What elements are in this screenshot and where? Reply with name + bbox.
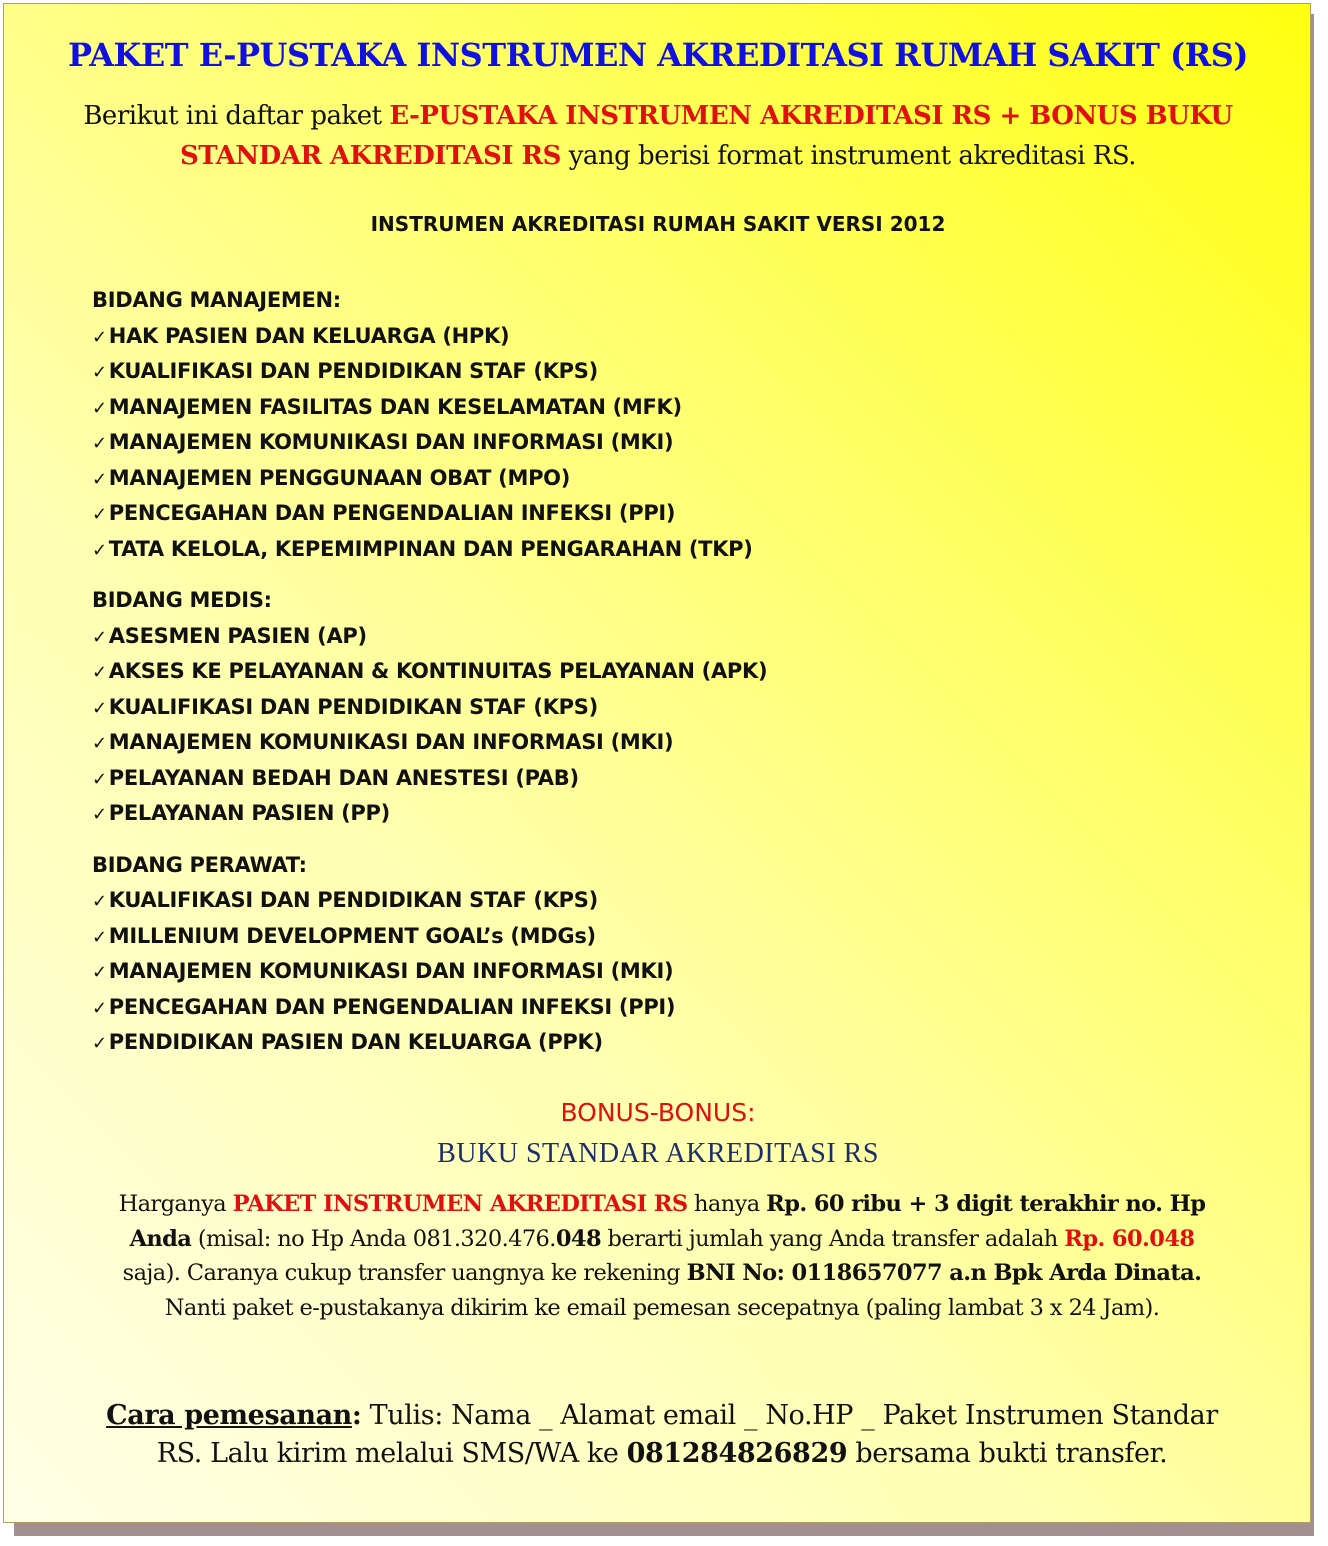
list-item — [92, 886, 767, 922]
list-item — [92, 728, 767, 764]
page-title: PAKET E-PUSTAKA INSTRUMEN AKREDITASI RUMAH SAKIT (RS) — [67, 36, 1248, 74]
checkmark-icon: ✓ — [92, 962, 107, 983]
list-item — [92, 957, 767, 993]
list-item — [92, 428, 767, 464]
price-text: saja). Caranya cukup transfer uangnya ke rekening — [122, 1260, 687, 1286]
list-item — [92, 922, 767, 958]
price-amount: Rp. 60 ribu + 3 digit terakhir no. Hp Anda — [129, 1191, 1206, 1252]
checkmark-icon: ✓ — [92, 768, 107, 790]
price-text: Harganya — [118, 1191, 233, 1217]
order-label: Cara pemesanan — [106, 1400, 352, 1431]
list-group — [92, 851, 767, 1064]
list-item — [92, 1028, 767, 1064]
checkmark-icon: ✓ — [92, 926, 107, 948]
price-package-name: PAKET INSTRUMEN AKREDITASI RS — [232, 1191, 688, 1217]
list-item-label: PENDIDIKAN PASIEN DAN KELUARGA (PPK) — [108, 1030, 603, 1054]
list-item-label: ASESMEN PASIEN (AP) — [108, 623, 367, 648]
list-group — [92, 586, 767, 835]
order-colon: : — [351, 1400, 362, 1431]
list-item-label: MANAJEMEN KOMUNIKASI DAN INFORMASI (MKI) — [108, 430, 674, 454]
checkmark-icon: ✓ — [92, 397, 107, 419]
group-title: BIDANG MANAJEMEN: — [92, 288, 341, 312]
list-item-label: AKSES KE PELAYANAN & KONTINUITAS PELAYANAN (APK) — [108, 659, 768, 683]
checkmark-icon: ✓ — [92, 468, 107, 490]
checkmark-icon: ✓ — [92, 733, 107, 754]
checkmark-icon: ✓ — [92, 697, 107, 719]
list-item-label: MANAJEMEN PENGGUNAAN OBAT (MPO) — [108, 465, 571, 490]
intro-text: Berikut ini daftar paket — [83, 101, 390, 131]
list-item-label: KUALIFIKASI DAN PENDIDIKAN STAF (KPS) — [108, 359, 598, 383]
checkmark-icon: ✓ — [92, 997, 107, 1019]
price-example-total: Rp. 60.048 — [1064, 1225, 1195, 1252]
price-example-digits: 048 — [555, 1225, 601, 1252]
bonus-book-title: BUKU STANDAR AKREDITASI RS — [437, 1138, 879, 1169]
list-item-label: PENCEGAHAN DAN PENGENDALIAN INFEKSI (PPI) — [108, 501, 676, 525]
checkmark-icon: ✓ — [92, 662, 107, 683]
list-item — [92, 993, 767, 1029]
checkmark-icon: ✓ — [92, 1033, 107, 1054]
order-paragraph — [99, 1397, 1225, 1473]
list-item-label: PELAYANAN BEDAH DAN ANESTESI (PAB) — [108, 765, 579, 790]
list-item-label: PENCEGAHAN DAN PENGENDALIAN INFEKSI (PPI) — [108, 994, 676, 1019]
list-item — [92, 499, 767, 535]
list-item — [92, 322, 767, 358]
checkmark-icon: ✓ — [92, 504, 107, 525]
list-item — [92, 799, 767, 835]
price-text: berarti jumlah yang Anda transfer adalah — [601, 1225, 1065, 1252]
list-item-label: MANAJEMEN KOMUNIKASI DAN INFORMASI (MKI) — [108, 730, 674, 754]
list-item-label: MANAJEMEN KOMUNIKASI DAN INFORMASI (MKI) — [108, 959, 674, 983]
checkmark-icon: ✓ — [92, 362, 107, 383]
list-item-label: MILLENIUM DEVELOPMENT GOAL’s (MDGs) — [108, 923, 596, 948]
checkmark-icon: ✓ — [92, 326, 107, 348]
checkmark-icon: ✓ — [92, 539, 107, 561]
list-item-label: TATA KELOLA, KEPEMIMPINAN DAN PENGARAHAN (TKP) — [108, 536, 753, 561]
list-item-label: PELAYANAN PASIEN (PP) — [108, 801, 390, 825]
list-group — [92, 286, 767, 570]
checkmark-icon: ✓ — [92, 433, 107, 454]
price-text: hanya — [687, 1191, 767, 1217]
list-item — [92, 535, 767, 571]
section-subheading: INSTRUMEN AKREDITASI RUMAH SAKIT VERSI 2012 — [370, 212, 946, 236]
bank-account: BNI No: 0118657077 a.n Bpk Arda Dinata. — [686, 1260, 1202, 1286]
group-title: BIDANG MEDIS: — [92, 588, 272, 612]
list-item-label: HAK PASIEN DAN KELUARGA (HPK) — [108, 323, 510, 348]
order-phone: 081284826829 — [626, 1438, 848, 1469]
price-paragraph — [99, 1187, 1225, 1325]
flyer-card — [3, 3, 1311, 1523]
list-item — [92, 764, 767, 800]
intro-highlight: E-PUSTAKA INSTRUMEN AKREDITASI RS + BONUS BUKU STANDAR AKREDITASI RS — [180, 101, 1233, 171]
list-item-label: KUALIFIKASI DAN PENDIDIKAN STAF (KPS) — [108, 694, 598, 719]
list-item — [92, 693, 767, 729]
intro-text-end: yang berisi format instrument akreditasi RS. — [560, 141, 1136, 171]
list-item — [92, 622, 767, 658]
group-title: BIDANG PERAWAT: — [92, 852, 307, 877]
intro-paragraph — [64, 96, 1252, 176]
checkmark-icon: ✓ — [92, 891, 107, 912]
price-text: Nanti paket e-pustakanya dikirim ke email pemesan secepatnya (paling lambat 3 x 24 Jam). — [164, 1294, 1160, 1321]
list-item — [92, 657, 767, 693]
bonus-heading: BONUS-BONUS: — [560, 1098, 756, 1127]
list-item-label: MANAJEMEN FASILITAS DAN KESELAMATAN (MFK) — [108, 394, 682, 419]
list-item — [92, 357, 767, 393]
order-text-end: bersama bukti transfer. — [847, 1438, 1168, 1469]
order-text: Tulis: Nama _ Alamat email _ No.HP _ Paket Instrumen Standar RS. Lalu kirim melalui SMS/WA ke — [156, 1400, 1218, 1469]
checkmark-icon: ✓ — [92, 626, 107, 648]
list-item-label: KUALIFIKASI DAN PENDIDIKAN STAF (KPS) — [108, 888, 598, 912]
checkmark-icon: ✓ — [92, 804, 107, 825]
price-text: (misal: no Hp Anda 081.320.476. — [191, 1225, 556, 1252]
instrument-lists — [92, 286, 767, 1080]
list-item — [92, 393, 767, 429]
list-item — [92, 464, 767, 500]
